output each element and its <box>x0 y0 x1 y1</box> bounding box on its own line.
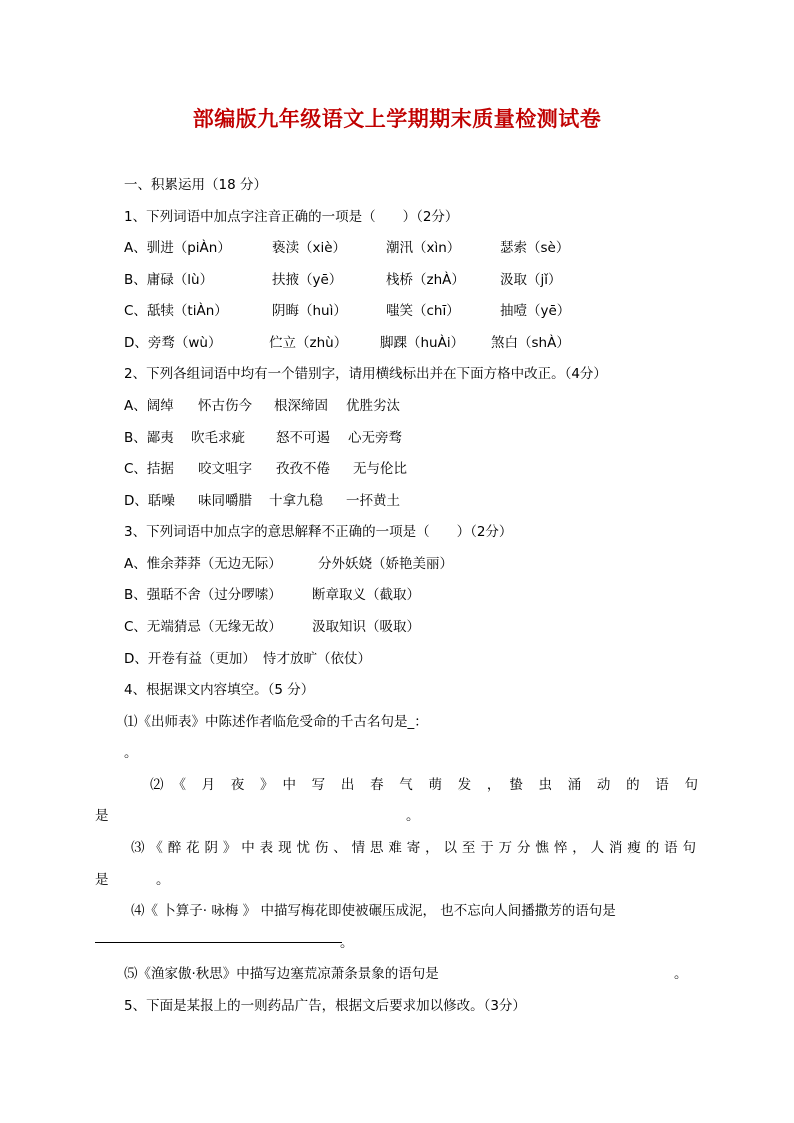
q1-b-1: B、庸碌（lù） <box>124 272 214 288</box>
question-4-stem: 4、根据课文内容填空。（5 分） <box>124 682 315 698</box>
q1-a-2: 亵渎（xiè） <box>272 240 347 256</box>
q1-b-2: 扶掖（yē） <box>272 272 343 288</box>
page-title: 部编版九年级语文上学期期末质量检测试卷 <box>192 107 602 131</box>
q2-d-4: 一抔黄土 <box>346 493 400 509</box>
q2-c-1: C、拮据 <box>124 461 174 477</box>
q1-c-1: C、舐犊（tiÀn） <box>124 303 228 319</box>
q3-d-1: D、开卷有益（更加） <box>124 651 256 667</box>
q2-b-3: 怒不可遏 <box>276 430 330 446</box>
question-1-stem: 1、下列词语中加点字注音正确的一项是（ ）（2分） <box>124 209 459 225</box>
q4-item-3: ⑶《醉花阴》中表现忧伤、情思难寄，以至于万分憔悴，人消瘦的语句 <box>131 840 698 856</box>
q3-b-2: 断章取义（截取） <box>312 587 420 603</box>
q4-item-5-end: 。 <box>674 966 688 982</box>
q4-item-4: ⑷《 卜算子· 咏梅 》 中描写梅花即使被碾压成泥， 也不忘向人间播撒芳的语句是 <box>131 903 616 919</box>
q3-option-d <box>124 650 524 668</box>
q2-c-4: 无与伦比 <box>353 461 407 477</box>
q2-d-3: 十拿九稳 <box>269 493 323 509</box>
q4-item-1: ⑴《出师表》中陈述作者临危受命的千古名句是_： <box>124 714 428 730</box>
q1-d-1: D、旁骛（wù） <box>124 335 222 351</box>
q4-item-1-end: 。 <box>124 745 138 761</box>
q1-option-b <box>124 271 684 289</box>
q3-option-c <box>124 618 524 636</box>
q2-c-2: 咬文咀字 <box>198 461 252 477</box>
q2-c-3: 孜孜不倦 <box>276 461 330 477</box>
q2-d-2: 味同嚼腊 <box>198 493 252 509</box>
q2-b-2: 吹毛求疵 <box>191 430 245 446</box>
q2-b-1: B、鄙夷 <box>124 430 174 446</box>
q2-a-1: A、阔绰 <box>124 398 174 414</box>
q4-item-2-lead: 是 <box>95 808 109 824</box>
q3-option-a <box>124 555 524 573</box>
q2-a-2: 怀古伤今 <box>198 398 252 414</box>
q4-item-5: ⑸《渔家傲·秋思》中描写边塞荒凉萧条景象的语句是 <box>124 966 439 982</box>
q3-a-2: 分外妖娆（娇艳美丽） <box>318 556 453 572</box>
q3-d-2: 恃才放旷（依仗） <box>263 651 371 667</box>
q2-d-1: D、聒噪 <box>124 493 175 509</box>
q2-option-b <box>124 429 524 447</box>
q4-item-3-end: 。 <box>156 872 170 888</box>
q1-d-2: 伫立（zhù） <box>269 335 348 351</box>
answer-blank-line <box>95 942 342 943</box>
question-5-stem: 5、下面是某报上的一则药品广告，根据文后要求加以修改。（3分） <box>124 998 526 1014</box>
q1-a-1: A、驯进（piÀn） <box>124 240 231 256</box>
q2-a-3: 根深缔固 <box>274 398 328 414</box>
q2-a-4: 优胜劣汰 <box>346 398 400 414</box>
question-2-stem: 2、下列各组词语中均有一个错别字，请用横线标出并在下面方格中改正。（4分） <box>124 366 607 382</box>
q4-item-2-end: 。 <box>406 808 420 824</box>
q3-b-1: B、强聒不舍（过分啰嗦） <box>124 587 282 603</box>
question-3-stem: 3、下列词语中加点字的意思解释不正确的一项是（ ）（2分） <box>124 524 513 540</box>
q2-b-4: 心无旁骛 <box>348 430 402 446</box>
q3-a-1: A、惟余莽莽（无边无际） <box>124 556 282 572</box>
q1-a-3: 潮汛（xìn） <box>386 240 461 256</box>
q1-d-3: 脚踝（huÀi） <box>380 335 465 351</box>
q1-c-2: 阴晦（huì） <box>272 303 347 319</box>
q1-c-3: 嗤笑（chī） <box>386 303 460 319</box>
q4-item-4-end: 。 <box>340 935 354 951</box>
q1-a-4: 瑟索（sè） <box>500 240 570 256</box>
q1-b-4: 汲取（jǐ） <box>500 272 562 288</box>
q4-item-2: ⑵ 《 月 夜 》 中 写 出 春 气 萌 发 ， 蛰 虫 涌 动 的 语 句 <box>150 777 698 793</box>
section-heading: 一、积累运用（18 分） <box>124 177 267 193</box>
q3-c-1: C、无端猜忌（无缘无故） <box>124 619 282 635</box>
q1-option-c <box>124 302 684 320</box>
q2-option-c <box>124 460 524 478</box>
q2-option-d <box>124 492 524 510</box>
q1-d-4: 煞白（shÀ） <box>491 335 570 351</box>
q1-c-4: 抽噎（yē） <box>500 303 571 319</box>
q2-option-a <box>124 397 524 415</box>
q1-option-d <box>124 334 684 352</box>
q4-item-3-lead: 是 <box>95 872 109 888</box>
q3-c-2: 汲取知识（吸取） <box>312 619 420 635</box>
q1-b-3: 栈桥（zhÀ） <box>386 272 465 288</box>
q1-option-a <box>124 239 684 257</box>
q3-option-b <box>124 586 524 604</box>
